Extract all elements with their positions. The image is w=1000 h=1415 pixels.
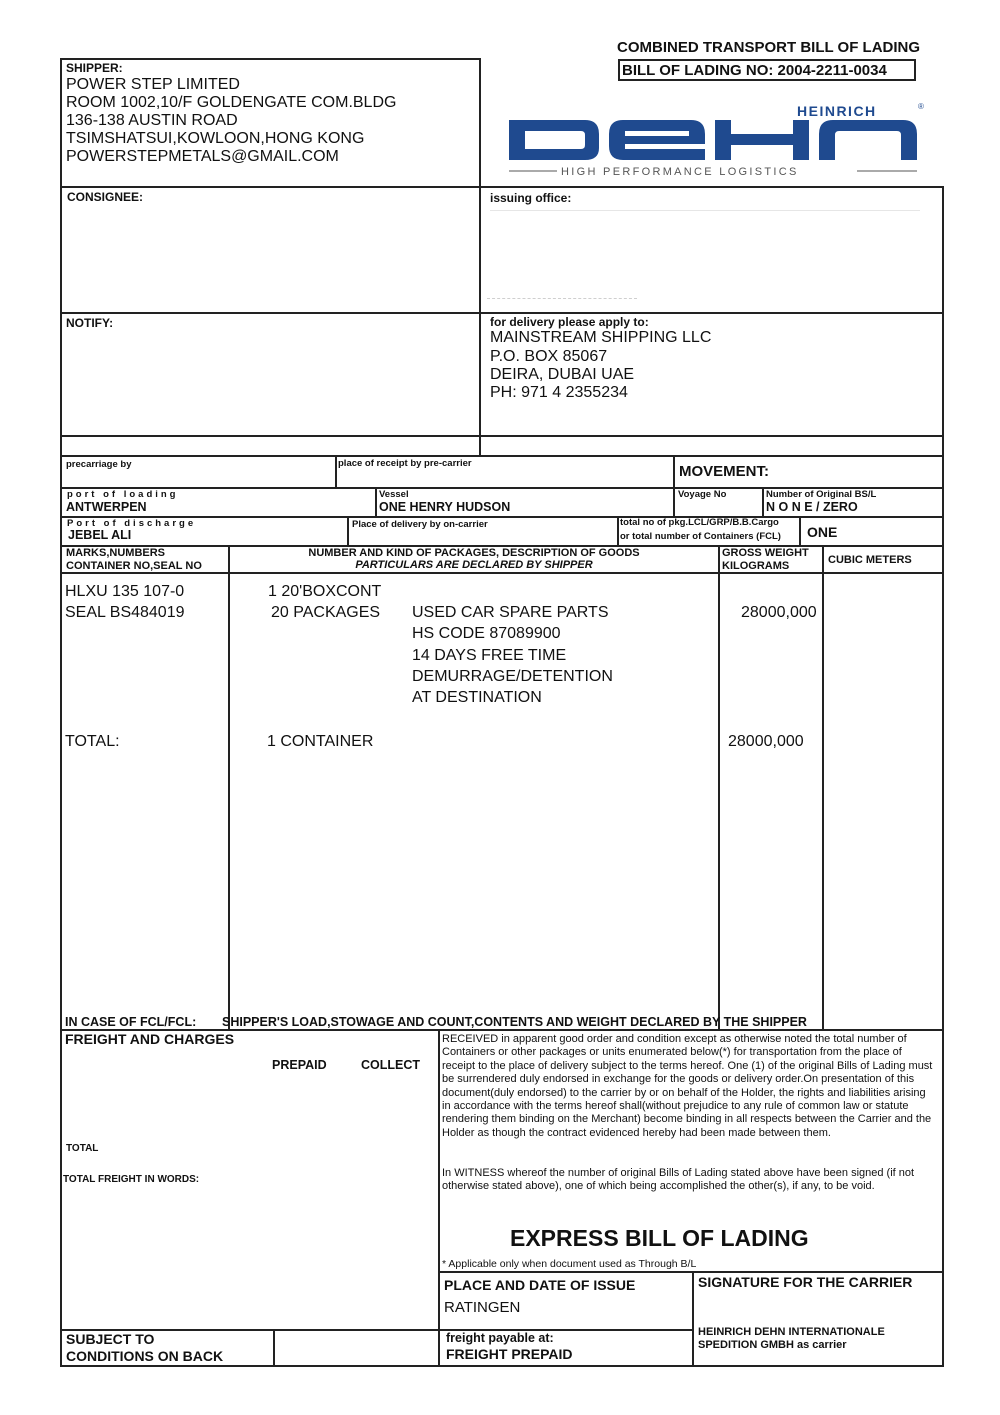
divider xyxy=(273,1329,275,1367)
redacted-line xyxy=(487,298,637,300)
delivery-agent-pobox: P.O. BOX 85067 xyxy=(490,348,608,365)
logo-heinrich-text: HEINRICH xyxy=(797,103,877,119)
gross-weight: 28000,000 xyxy=(741,604,817,621)
delivery-agent-city: DEIRA, DUBAI UAE xyxy=(490,366,635,383)
freight-words-label: TOTAL FREIGHT IN WORDS: xyxy=(63,1174,200,1185)
divider xyxy=(228,545,230,1030)
goods-description-2: HS CODE 87089900 xyxy=(412,625,561,642)
divider xyxy=(822,545,824,1030)
place-issue-label: PLACE AND DATE OF ISSUE xyxy=(444,1277,636,1293)
voyage-label: Voyage No xyxy=(678,489,727,500)
freight-total-label: TOTAL xyxy=(66,1143,99,1154)
freight-payable-label: freight payable at: xyxy=(446,1331,554,1345)
shipper-address-1: ROOM 1002,10/F GOLDENGATE COM.BLDG xyxy=(66,94,397,111)
received-clause: RECEIVED in apparent good order and condition except as otherwise noted the total number of Containers or other packages or units enumerated below(*) for transportation from the place of receipt to the place of delivery subject to the terms hereof. One (1) of the original Bills of Lading must be surrendered duly endorsed in exchange for the goods or delivery order.On presentation of this document(duly endorsed) to the carrier by or on behalf of the Holder, the rights and liabilities arising in accordance with the terms hereof shall(without prejudice to any rule of common law or statute rendering them binding on the Merchant) become binding in all respects between the Carrier and the Holder as though the contract evidenced hereby had been made between them. xyxy=(442,1033,933,1139)
vessel-label: Vessel xyxy=(379,489,409,500)
divider xyxy=(617,516,619,546)
pol-label: port of loading xyxy=(67,489,179,500)
dehn-logo-mark xyxy=(505,100,935,180)
oncarrier-label: Place of delivery by on-carrier xyxy=(352,519,488,530)
originals-value: N O N E / ZERO xyxy=(766,500,858,514)
pod-value: JEBEL ALI xyxy=(68,528,132,542)
divider xyxy=(799,516,801,546)
receipt-label: place of receipt by pre-carrier xyxy=(338,458,472,469)
prepaid-label: PREPAID xyxy=(272,1058,327,1072)
divider xyxy=(692,1271,694,1367)
shipper-label: SHIPPER: xyxy=(66,61,123,75)
shipper-email: POWERSTEPMETALS@GMAIL.COM xyxy=(66,148,339,165)
total-pkg-label-1: total no of pkg.LCL/GRP/B.B.Cargo xyxy=(620,517,779,528)
place-issue-value: RATINGEN xyxy=(444,1299,521,1316)
divider xyxy=(60,455,944,457)
fcl-note-text: SHIPPER'S LOAD,STOWAGE AND COUNT,CONTENTS AND WEIGHT DECLARED BY THE SHIPPER xyxy=(222,1015,807,1029)
package-count: 20 PACKAGES xyxy=(271,604,381,621)
bl-number-box xyxy=(618,59,916,81)
freight-title: FREIGHT AND CHARGES xyxy=(65,1031,235,1047)
divider xyxy=(335,455,337,488)
delivery-label: for delivery please apply to: xyxy=(490,315,649,329)
goods-description-3: 14 DAYS FREE TIME xyxy=(412,647,567,664)
total-pkg-label-2: or total number of Containers (FCL) xyxy=(620,531,781,542)
divider xyxy=(60,312,944,314)
logo-tagline: HIGH PERFORMANCE LOGISTICS xyxy=(561,166,799,178)
divider xyxy=(438,1029,440,1367)
witness-clause: In WITNESS whereof the number of original Bills of Lading stated above have been signed (if not otherwise stated above), one of which being accomplished the other(s), if any, to be void. xyxy=(442,1167,915,1193)
fcl-note-label: IN CASE OF FCL/FCL: xyxy=(65,1015,197,1029)
goods-description-1: USED CAR SPARE PARTS xyxy=(412,604,609,621)
express-bl-title: EXPRESS BILL OF LADING xyxy=(510,1225,809,1251)
divider xyxy=(479,186,481,457)
marks-header-2: CONTAINER NO,SEAL NO xyxy=(66,560,202,572)
applicable-note: * Applicable only when document used as Through B/L xyxy=(442,1258,697,1270)
notify-label: NOTIFY: xyxy=(66,316,114,330)
marks-header-1: MARKS,NUMBERS xyxy=(66,547,165,559)
weight-header-2: KILOGRAMS xyxy=(722,560,790,572)
originals-label: Number of Original BS/L xyxy=(766,489,877,500)
total-containers: 1 CONTAINER xyxy=(267,733,374,750)
seal-number: SEAL BS484019 xyxy=(65,604,185,621)
total-label: TOTAL: xyxy=(65,733,120,750)
cubic-header: CUBIC METERS xyxy=(828,554,912,566)
freight-payable-value: FREIGHT PREPAID xyxy=(446,1346,573,1362)
dehn-logo xyxy=(505,100,935,180)
weight-header-1: GROSS WEIGHT xyxy=(722,547,809,559)
shipper-name: POWER STEP LIMITED xyxy=(66,76,240,93)
delivery-agent-phone: PH: 971 4 2355234 xyxy=(490,384,628,401)
desc-header-2: PARTICULARS ARE DECLARED BY SHIPPER xyxy=(355,559,593,571)
container-number: HLXU 135 107-0 xyxy=(65,583,185,600)
total-weight: 28000,000 xyxy=(728,733,804,750)
divider xyxy=(60,1329,693,1331)
goods-description-5: AT DESTINATION xyxy=(412,689,542,706)
issuing-office-label: issuing office: xyxy=(490,191,572,205)
divider xyxy=(438,1271,944,1273)
shipper-address-3: TSIMSHATSUI,KOWLOON,HONG KONG xyxy=(66,130,365,147)
collect-label: COLLECT xyxy=(361,1058,421,1072)
bl-number: BILL OF LADING NO: 2004-2211-0034 xyxy=(622,62,887,79)
divider xyxy=(718,545,720,1030)
pod-label: Port of discharge xyxy=(67,518,197,529)
total-pkg-value: ONE xyxy=(807,524,838,540)
logo-registered: ® xyxy=(918,102,924,111)
vessel-value: ONE HENRY HUDSON xyxy=(379,500,511,514)
divider xyxy=(375,487,377,517)
document-title: COMBINED TRANSPORT BILL OF LADING xyxy=(617,39,921,56)
movement-label: MOVEMENT: xyxy=(679,463,769,480)
package-count-container: 1 20'BOXCONT xyxy=(268,583,382,600)
consignee-label: CONSIGNEE: xyxy=(67,190,144,204)
redacted-line xyxy=(490,210,920,211)
precarriage-label: precarriage by xyxy=(66,459,132,470)
divider xyxy=(60,572,944,574)
desc-header-1: NUMBER AND KIND OF PACKAGES, DESCRIPTION OF GOODS xyxy=(308,547,640,559)
divider xyxy=(347,516,349,546)
subject-to-2: CONDITIONS ON BACK xyxy=(66,1348,224,1364)
carrier-name-1: HEINRICH DEHN INTERNATIONALE xyxy=(698,1326,885,1338)
goods-description-4: DEMURRAGE/DETENTION xyxy=(412,668,613,685)
pol-value: ANTWERPEN xyxy=(66,500,147,514)
signature-label: SIGNATURE FOR THE CARRIER xyxy=(698,1274,913,1290)
subject-to-1: SUBJECT TO xyxy=(66,1331,155,1347)
divider xyxy=(60,435,944,437)
divider xyxy=(762,487,764,517)
carrier-name-2: SPEDITION GMBH as carrier xyxy=(698,1339,847,1351)
delivery-agent-name: MAINSTREAM SHIPPING LLC xyxy=(490,329,712,346)
divider xyxy=(673,455,675,517)
shipper-address-2: 136-138 AUSTIN ROAD xyxy=(66,112,238,129)
